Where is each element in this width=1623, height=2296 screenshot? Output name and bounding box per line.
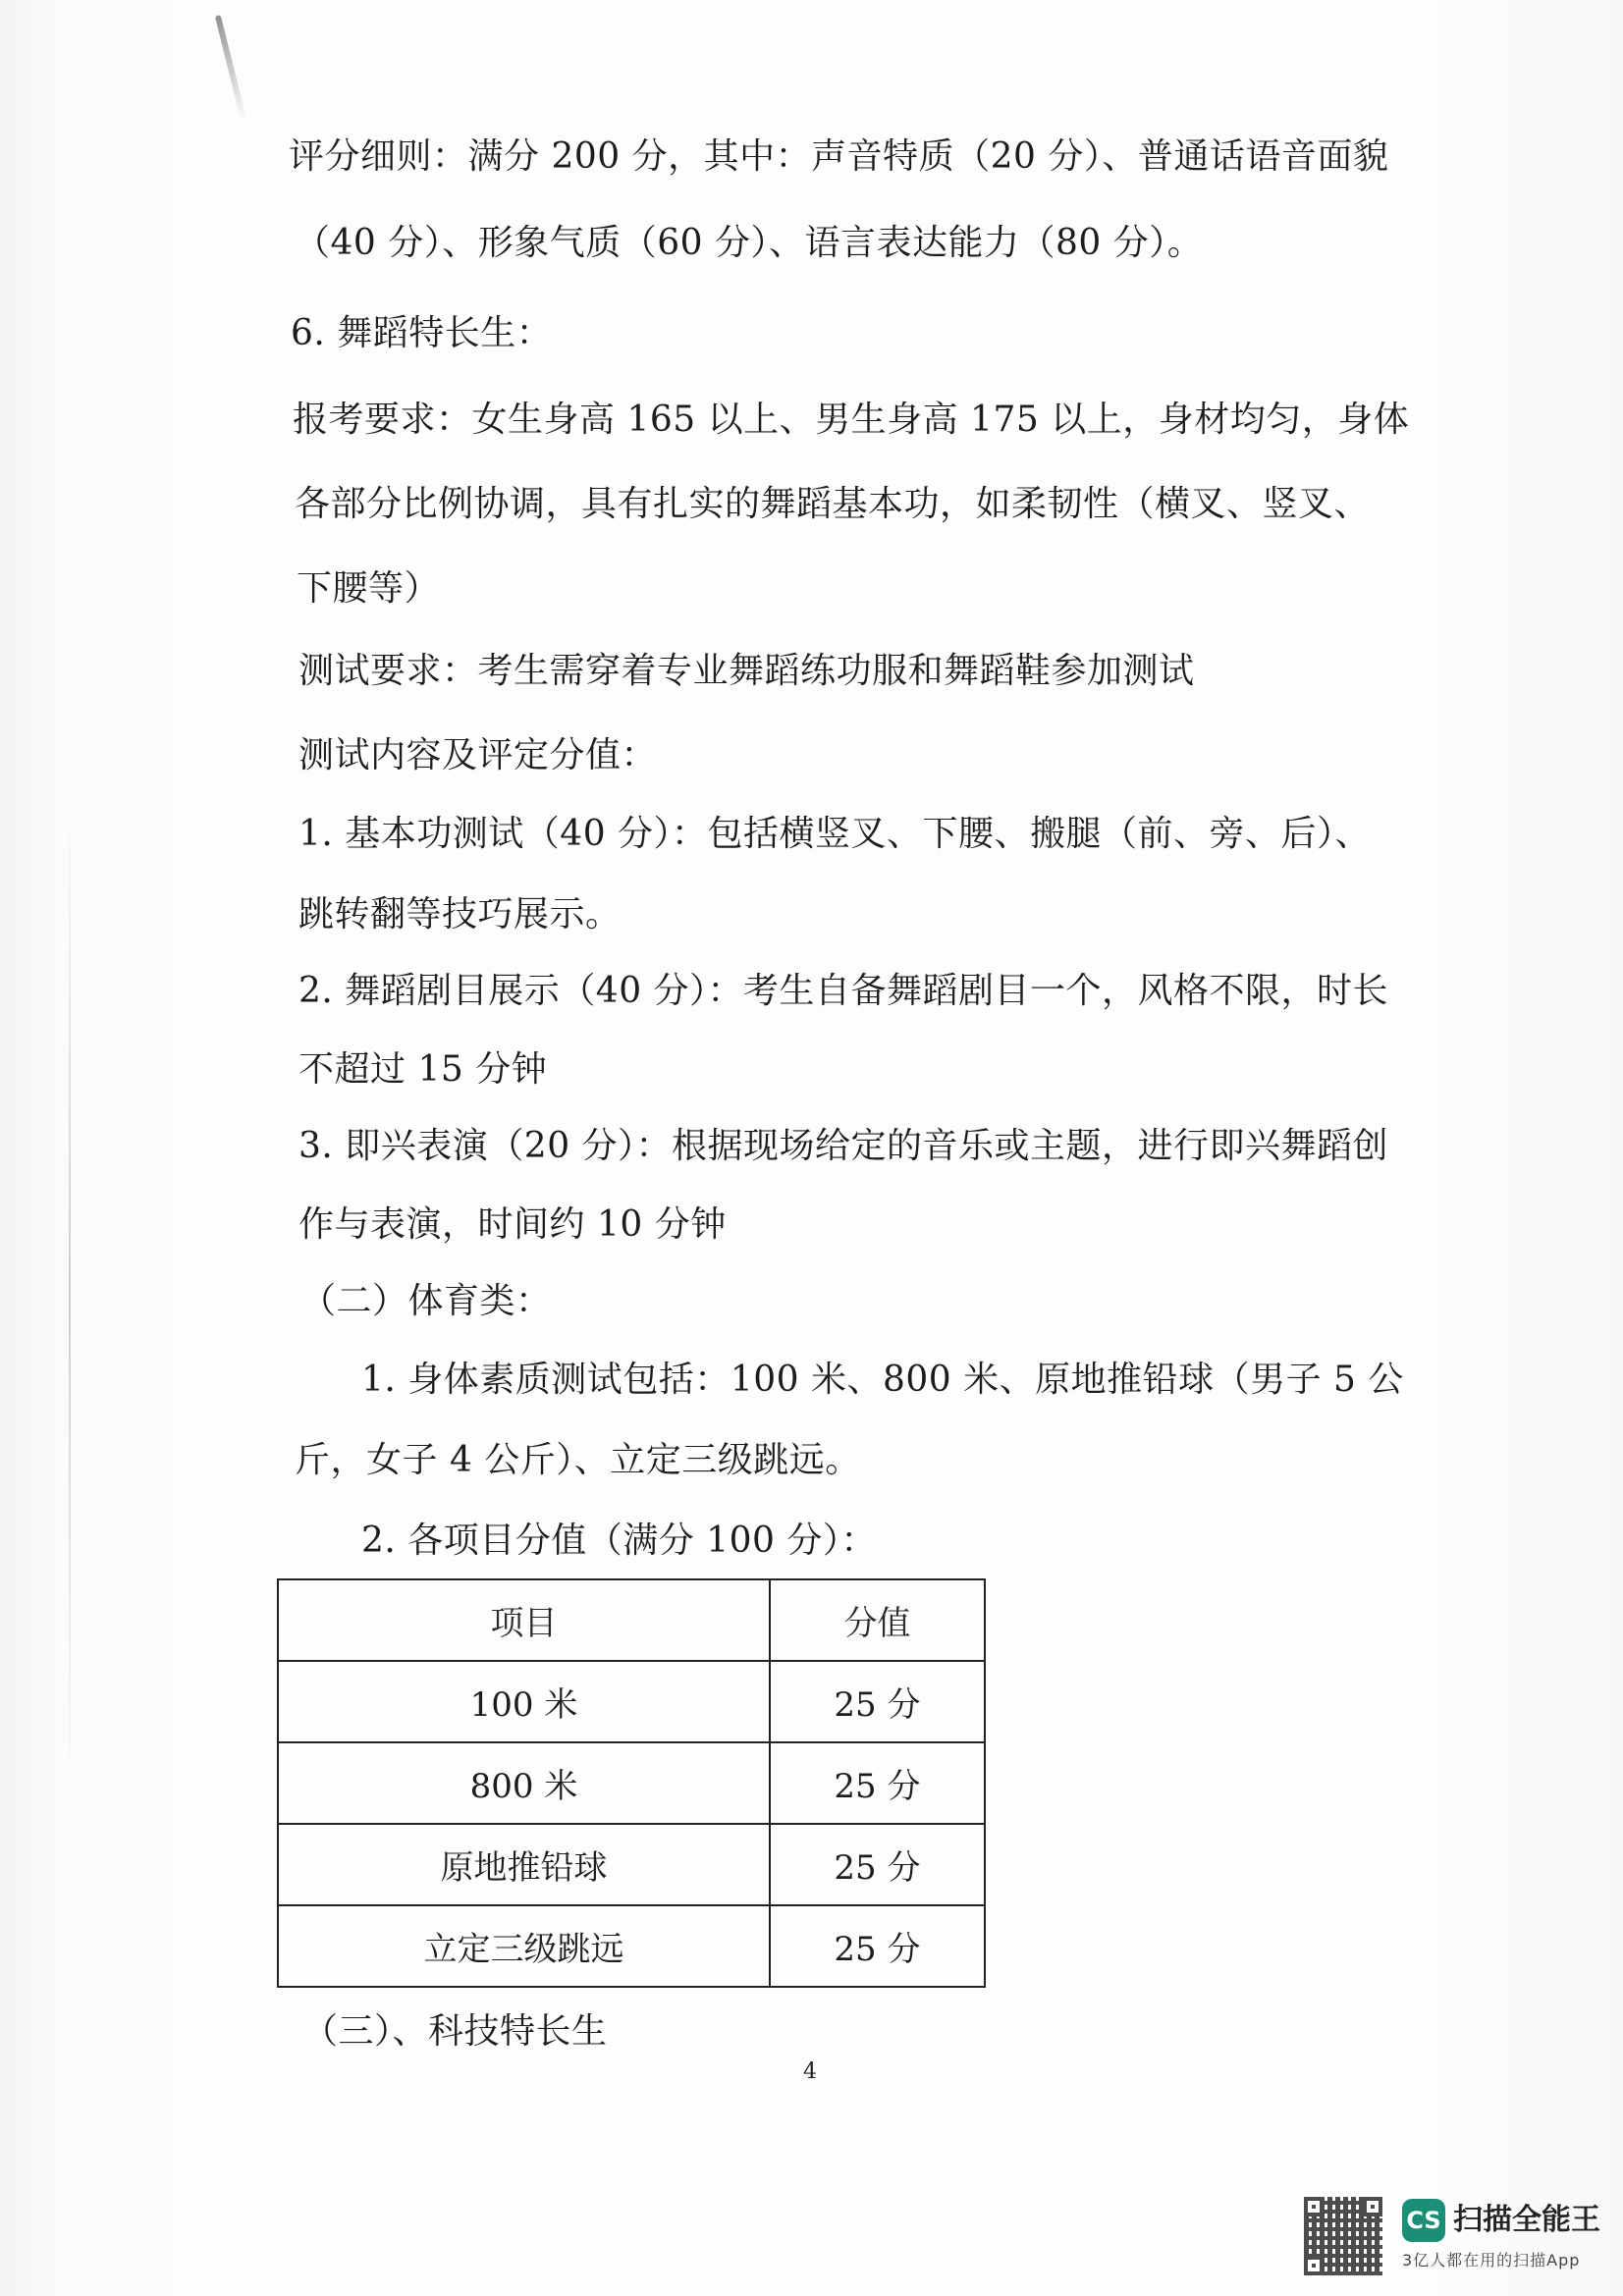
table-row <box>278 1661 985 1742</box>
table-cell: 25 分 <box>770 1824 985 1905</box>
paragraph-line: 测试要求：考生需穿着专业舞蹈练功服和舞蹈鞋参加测试 <box>298 651 1195 691</box>
watermark-brand: 扫描全能王 <box>1453 2203 1600 2237</box>
table-row <box>278 1742 985 1824</box>
table-row <box>278 1905 985 1987</box>
paragraph-line: （40 分）、形象气质（60 分）、语言表达能力（80 分）。 <box>295 223 1204 263</box>
table-cell: 800 米 <box>278 1742 770 1824</box>
paragraph-line: 2. 舞蹈剧目展示（40 分）：考生自备舞蹈剧目一个，风格不限，时长 <box>298 971 1389 1011</box>
table-cell: 25 分 <box>770 1661 985 1742</box>
scanner-watermark <box>1304 2197 1598 2275</box>
paragraph-line: 各部分比例协调，具有扎实的舞蹈基本功，如柔韧性（横叉、竖叉、 <box>295 484 1371 524</box>
table-header-cell: 分值 <box>770 1579 985 1661</box>
table-cell: 25 分 <box>770 1742 985 1824</box>
table-header-cell: 项目 <box>278 1579 770 1661</box>
paragraph-line: 斤，女子 4 公斤）、立定三级跳远。 <box>295 1440 861 1480</box>
section-heading: （二）体育类： <box>300 1281 552 1321</box>
paragraph-line: 下腰等） <box>297 568 441 609</box>
table-cell: 100 米 <box>278 1661 770 1742</box>
paragraph-line: 1. 基本功测试（40 分）：包括横竖叉、下腰、搬腿（前、旁、后）、 <box>298 814 1372 854</box>
page-number: 4 <box>803 2059 817 2084</box>
paragraph-line: 测试内容及评定分值： <box>298 735 658 775</box>
table-header-row <box>278 1579 985 1661</box>
paragraph-line: 评分细则：满分 200 分，其中：声音特质（20 分）、普通话语音面貌 <box>289 136 1389 177</box>
scan-artifact <box>215 15 246 121</box>
table-cell: 立定三级跳远 <box>278 1905 770 1987</box>
section-heading: （三）、科技特长生 <box>302 2011 608 2052</box>
paragraph-line: 3. 即兴表演（20 分）：根据现场给定的音乐或主题，进行即兴舞蹈创 <box>298 1126 1389 1166</box>
table-cell: 25 分 <box>770 1905 985 1987</box>
table-row <box>278 1824 985 1905</box>
paragraph-line: 2. 各项目分值（满分 100 分）： <box>361 1521 877 1561</box>
paragraph-line: 报考要求：女生身高 165 以上、男生身高 175 以上，身材均匀，身体 <box>293 400 1410 440</box>
paragraph-line: 作与表演，时间约 10 分钟 <box>298 1204 727 1245</box>
scan-artifact <box>69 805 71 1787</box>
paragraph-line: 跳转翻等技巧展示。 <box>298 894 622 934</box>
qr-code-icon <box>1304 2197 1382 2275</box>
section-heading: 6. 舞蹈特长生： <box>291 313 553 353</box>
paragraph-line: 1. 身体素质测试包括：100 米、800 米、原地推铅球（男子 5 公 <box>361 1360 1404 1400</box>
score-table <box>277 1578 986 1988</box>
table-cell: 原地推铅球 <box>278 1824 770 1905</box>
watermark-tagline: 3亿人都在用的扫描App <box>1402 2251 1581 2269</box>
paragraph-line: 不超过 15 分钟 <box>298 1049 548 1090</box>
camscanner-logo-icon: CS <box>1402 2199 1445 2242</box>
